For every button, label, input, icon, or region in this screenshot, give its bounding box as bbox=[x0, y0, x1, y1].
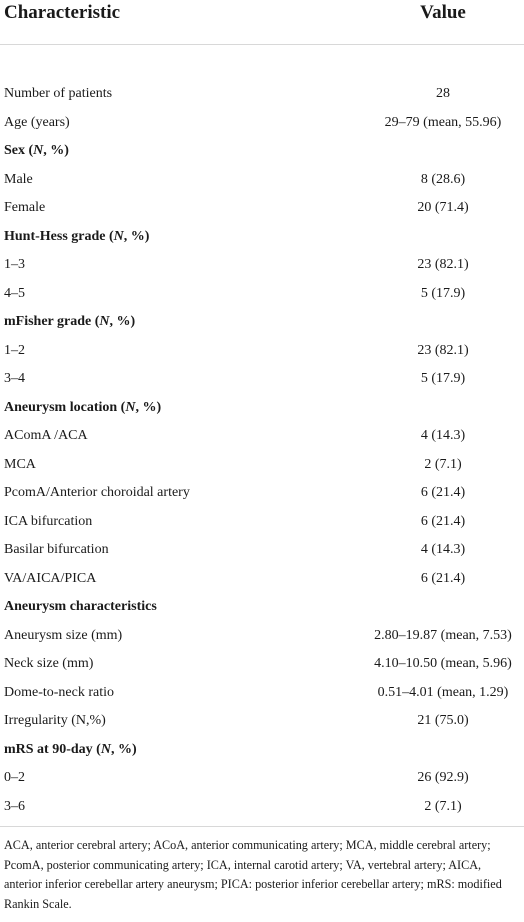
column-header-value: Value bbox=[420, 2, 466, 23]
table-row bbox=[0, 251, 524, 279]
table-row bbox=[0, 793, 524, 821]
table-row bbox=[0, 365, 524, 393]
row-value: 26 (92.9) bbox=[417, 770, 469, 785]
table-footnote: ACA, anterior cerebral artery; ACoA, anterior communicating artery; MCA, middle cerebral artery; PcomA, posterior communicating artery; ICA, internal carotid artery; VA, vertebral artery; AICA, anterior inferior cerebellar artery aneurysm; PICA: posterior inferior cerebellar artery; mRS: modified Rankin Scale. bbox=[4, 838, 502, 911]
row-value: 4 (14.3) bbox=[420, 428, 466, 443]
column-header-characteristic: Characteristic bbox=[4, 2, 121, 23]
table-header bbox=[0, 0, 524, 45]
section-heading-row bbox=[0, 593, 524, 621]
row-label: Age (years) bbox=[4, 114, 70, 130]
table-row bbox=[0, 451, 524, 479]
row-value: 2 (7.1) bbox=[424, 456, 462, 472]
table-row bbox=[0, 109, 524, 137]
row-label: MCA bbox=[4, 456, 36, 472]
row-value: 29–79 (mean, 55.96) bbox=[384, 114, 502, 130]
section-heading: Aneurysm characteristics bbox=[4, 599, 157, 614]
row-value: 8 (28.6) bbox=[420, 171, 466, 187]
row-value: 20 (71.4) bbox=[417, 200, 469, 215]
section-heading: mFisher grade (N, %) bbox=[4, 314, 136, 329]
table-row bbox=[0, 622, 524, 650]
table-row bbox=[0, 707, 524, 735]
row-label: Irregularity (N,%) bbox=[4, 713, 106, 728]
row-label: ICA bifurcation bbox=[4, 513, 93, 529]
row-label: 1–2 bbox=[4, 342, 25, 358]
table-row bbox=[0, 80, 524, 108]
table-row bbox=[0, 422, 524, 450]
table-row bbox=[0, 166, 524, 194]
row-label: 1–3 bbox=[4, 257, 25, 272]
row-value: 6 (21.4) bbox=[420, 513, 466, 529]
section-heading-row bbox=[0, 308, 524, 336]
row-label: AComA /ACA bbox=[4, 428, 88, 443]
row-value: 28 bbox=[436, 86, 450, 101]
row-label: 3–4 bbox=[4, 371, 25, 386]
row-value: 2.80–19.87 (mean, 7.53) bbox=[374, 627, 512, 643]
row-label: Neck size (mm) bbox=[4, 656, 94, 671]
row-value: 4.10–10.50 (mean, 5.96) bbox=[374, 656, 512, 671]
table-row bbox=[0, 194, 524, 222]
row-label: 0–2 bbox=[4, 770, 25, 785]
row-value: 4 (14.3) bbox=[420, 542, 466, 557]
row-label: VA/AICA/PICA bbox=[4, 570, 97, 586]
row-label: Basilar bifurcation bbox=[4, 542, 109, 557]
table-row bbox=[0, 536, 524, 564]
row-label: Number of patients bbox=[4, 86, 113, 101]
row-value: 5 (17.9) bbox=[420, 285, 466, 301]
section-heading-row bbox=[0, 736, 524, 764]
row-label: PcomA/Anterior choroidal artery bbox=[4, 485, 190, 500]
section-heading-row bbox=[0, 394, 524, 422]
row-value: 2 (7.1) bbox=[424, 798, 462, 814]
section-heading: Aneurysm location (N, %) bbox=[4, 399, 162, 415]
row-value: 0.51–4.01 (mean, 1.29) bbox=[377, 684, 509, 700]
table-row bbox=[0, 337, 524, 365]
row-label: Female bbox=[4, 200, 46, 215]
table-row bbox=[0, 479, 524, 507]
table-bottom-rule bbox=[0, 826, 524, 827]
row-value: 6 (21.4) bbox=[420, 570, 466, 586]
row-value: 23 (82.1) bbox=[417, 342, 469, 358]
table-row bbox=[0, 565, 524, 593]
section-heading-row bbox=[0, 223, 524, 251]
row-value: 21 (75.0) bbox=[417, 713, 469, 728]
row-value: 23 (82.1) bbox=[417, 257, 469, 272]
table-row bbox=[0, 508, 524, 536]
row-label: Male bbox=[4, 171, 33, 187]
row-label: Aneurysm size (mm) bbox=[4, 627, 123, 643]
table-row bbox=[0, 650, 524, 678]
section-heading: Sex (N, %) bbox=[4, 143, 69, 158]
row-value: 6 (21.4) bbox=[420, 485, 466, 500]
row-label: 4–5 bbox=[4, 285, 25, 301]
row-label: 3–6 bbox=[4, 798, 25, 814]
table-row bbox=[0, 679, 524, 707]
table-row bbox=[0, 280, 524, 308]
row-value: 5 (17.9) bbox=[420, 371, 466, 386]
table-row bbox=[0, 764, 524, 792]
section-heading: mRS at 90-day (N, %) bbox=[4, 741, 137, 757]
section-heading: Hunt-Hess grade (N, %) bbox=[4, 228, 150, 244]
section-heading-row bbox=[0, 137, 524, 165]
row-label: Dome-to-neck ratio bbox=[4, 684, 115, 700]
